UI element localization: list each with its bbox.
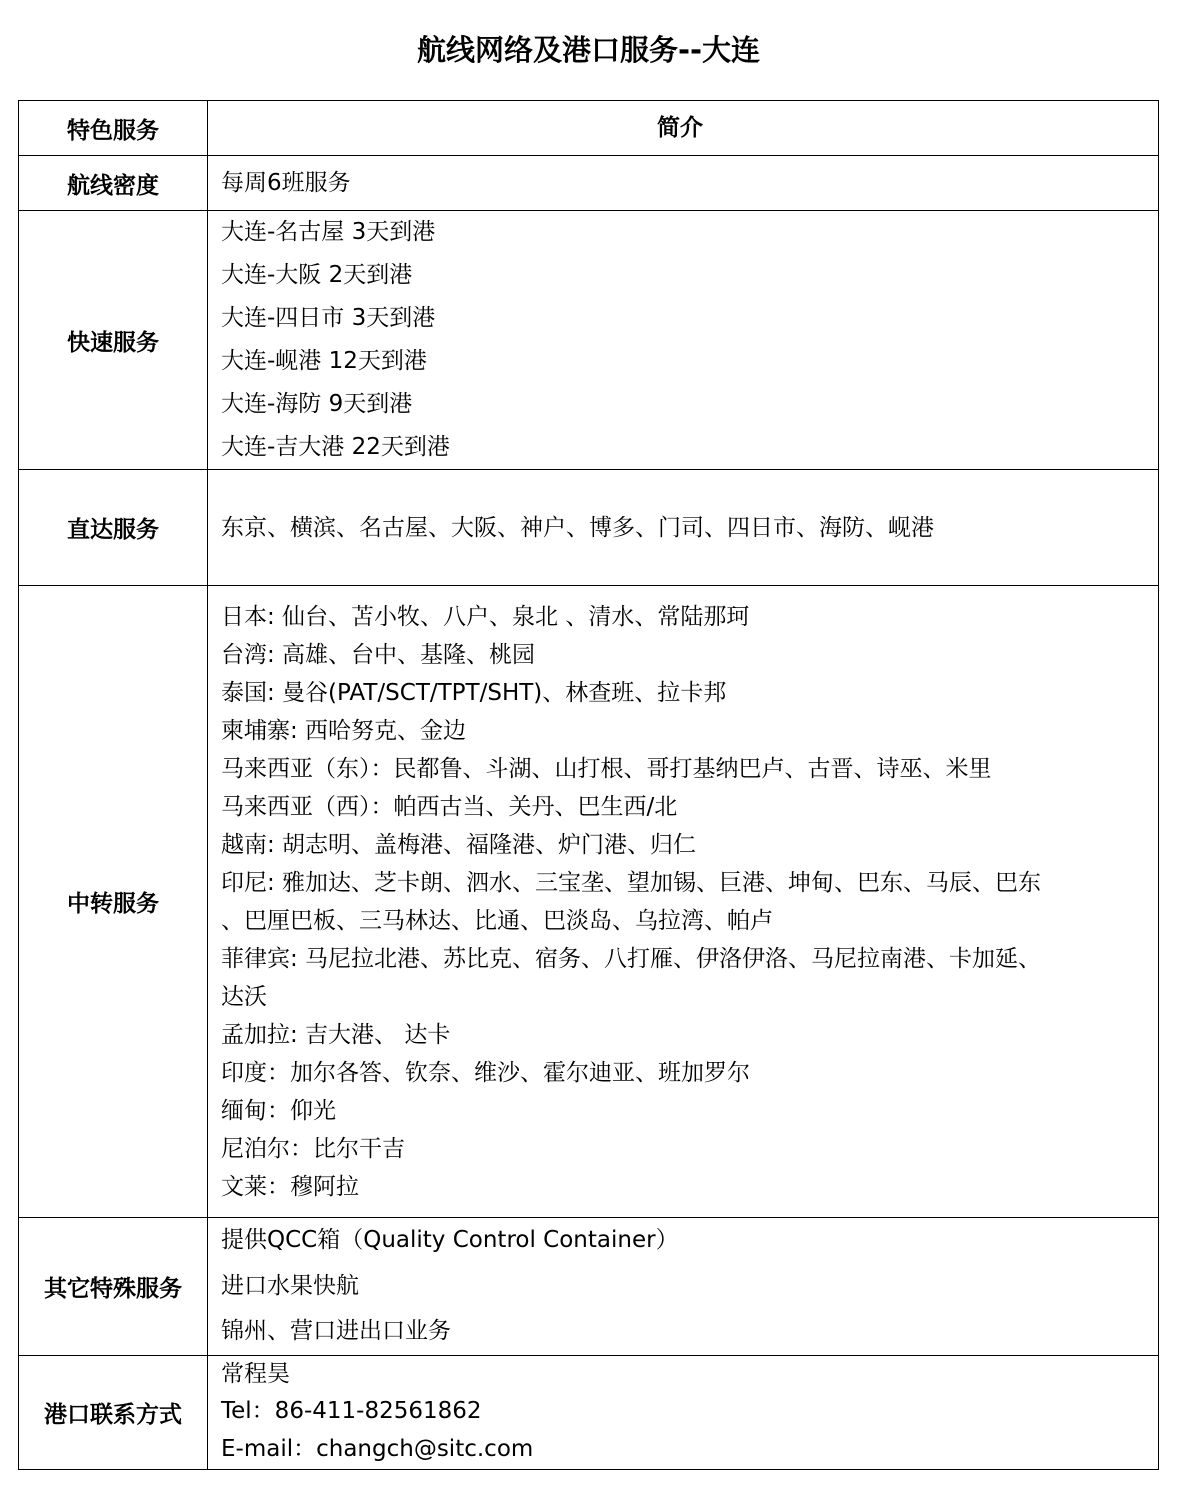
fast-service-line: 大连-海防 9天到港 (221, 391, 413, 417)
fast-service-line: 大连-岘港 12天到港 (221, 348, 427, 374)
content-port-contact (208, 1355, 1159, 1469)
transfer-line-malaysia-west: 马来西亚（西）：帕西古当、关丹、巴生西/北 (221, 793, 678, 820)
transfer-line-malaysia-east: 马来西亚（东）：民都鲁、斗湖、山打根、哥打基纳巴卢、古晋、诗巫、米里 (221, 755, 992, 782)
fast-service-line: 大连-吉大港 22天到港 (221, 434, 450, 460)
content-other-special-service (208, 1218, 1159, 1356)
transfer-line-nepal: 尼泊尔：比尔干吉 (221, 1135, 405, 1162)
fast-service-line: 大连-大阪 2天到港 (221, 262, 413, 288)
service-table (18, 100, 1159, 1470)
transfer-line-myanmar: 缅甸：仰光 (221, 1097, 336, 1124)
contact-name: 常程昊 (221, 1360, 290, 1387)
label-route-density: 航线密度 (19, 156, 208, 211)
transfer-line-philippines: 菲律宾: 马尼拉北港、苏比克、宿务、八打雁、伊洛伊洛、马尼拉南港、卡加延、 (221, 945, 1042, 972)
row-other-special-service (19, 1218, 1159, 1356)
fast-service-line: 大连-名古屋 3天到港 (221, 219, 436, 245)
transfer-line-bangladesh: 孟加拉: 吉大港、 达卡 (221, 1021, 451, 1048)
header-introduction: 简介 (208, 101, 1159, 156)
direct-ports-text: 东京、横滨、名古屋、大阪、神户、博多、门司、四日市、海防、岘港 (221, 514, 934, 541)
transfer-line-india: 印度：加尔各答、钦奈、维沙、霍尔迪亚、班加罗尔 (221, 1059, 750, 1086)
label-direct-service: 直达服务 (19, 470, 208, 586)
contact-tel: Tel：86-411-82561862 (221, 1398, 482, 1425)
other-service-line: 提供QCC箱（Quality Control Container） (221, 1227, 679, 1253)
transfer-line-thailand: 泰国: 曼谷(PAT/SCT/TPT/SHT)、林查班、拉卡邦 (221, 679, 727, 706)
row-direct-service (19, 470, 1159, 586)
fast-service-line: 大连-四日市 3天到港 (221, 305, 436, 331)
contact-email: E-mail：changch@sitc.com (221, 1435, 534, 1462)
row-fast-service (19, 211, 1159, 470)
header-feature-service: 特色服务 (19, 101, 208, 156)
other-service-line: 进口水果快航 (221, 1272, 359, 1299)
table-header-row (19, 101, 1159, 156)
row-transfer-service (19, 586, 1159, 1218)
transfer-line-taiwan: 台湾: 高雄、台中、基隆、桃园 (221, 641, 536, 668)
content-transfer-service (208, 586, 1159, 1218)
row-route-density (19, 156, 1159, 211)
document-title: 航线网络及港口服务--大连 (416, 33, 761, 67)
transfer-line-japan: 日本: 仙台、苫小牧、八户、泉北 、清水、常陆那珂 (221, 603, 750, 630)
other-service-line: 锦州、营口进出口业务 (221, 1318, 451, 1344)
content-direct-service (208, 470, 1159, 586)
transfer-line-philippines-cont: 达沃 (221, 983, 267, 1010)
transfer-line-brunei: 文莱：穆阿拉 (221, 1173, 359, 1200)
row-port-contact (19, 1355, 1159, 1469)
transfer-line-cambodia: 柬埔寨: 西哈努克、金边 (221, 717, 467, 744)
content-route-density: 每周6班服务 (208, 156, 1159, 211)
transfer-line-indonesia-cont: 、巴厘巴板、三马林达、比通、巴淡岛、乌拉湾、帕卢 (221, 907, 773, 934)
label-port-contact: 港口联系方式 (19, 1355, 208, 1469)
label-transfer-service: 中转服务 (19, 586, 208, 1218)
label-other-special-service: 其它特殊服务 (19, 1218, 208, 1356)
content-fast-service (208, 211, 1159, 470)
transfer-line-indonesia: 印尼: 雅加达、芝卡朗、泗水、三宝垄、望加锡、巨港、坤甸、巴东、马辰、巴东 (221, 869, 1042, 896)
transfer-line-vietnam: 越南: 胡志明、盖梅港、福隆港、炉门港、归仁 (221, 831, 697, 858)
label-fast-service: 快速服务 (19, 211, 208, 470)
